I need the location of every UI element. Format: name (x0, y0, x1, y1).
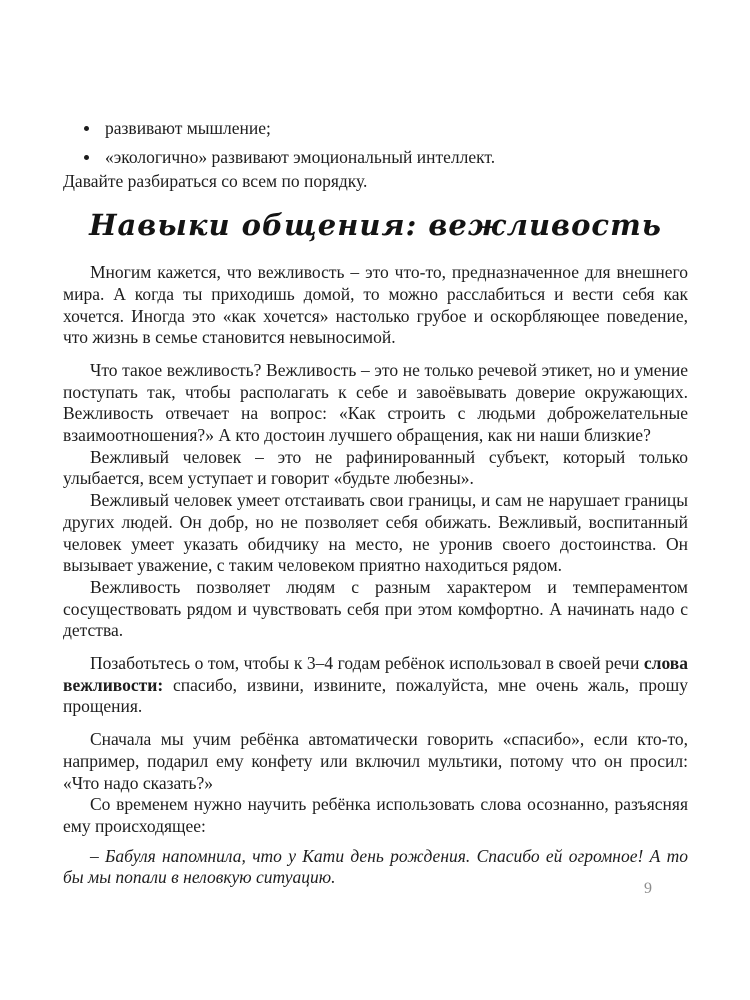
bullet-item (83, 147, 688, 169)
paragraph (63, 846, 688, 889)
paragraph (63, 447, 688, 490)
paragraph-text: Сначала мы учим ребёнка автоматически говорить «спасибо», если кто-то, например, подарил ему конфету или включил мультики, потому что он просил: «Что надо сказать?» (63, 729, 688, 793)
paragraph (63, 653, 688, 718)
paragraph (63, 262, 688, 349)
paragraph (63, 490, 688, 577)
paragraph-text: Вежливый человек – это не рафинированный субъект, который только улыбается, всем уступает и говорит «будьте любезны». (63, 446, 688, 489)
paragraph-text: Что такое вежливость? Вежливость – это не только речевой этикет, но и умение поступать так, чтобы располагать к себе и завоёвывать доверие окружающих. Вежливость отвечает на вопрос: «Как строить с людьми доброжелательные взаимоотношения?» А кто достоин лучшего обращения, как ни наши близкие? (63, 359, 688, 446)
chapter-heading: Навыки общения: вежливость (89, 208, 662, 243)
paragraph-bold-text: слова вежливости: (63, 653, 688, 695)
paragraph (63, 360, 688, 447)
bullet-list (63, 118, 688, 168)
bullet-icon (84, 126, 89, 131)
lead-line: Давайте разбираться со всем по порядку. (63, 171, 368, 192)
paragraph-text: – Бабуля напомнила, что у Кати день рождения. Спасибо ей огромное! А то бы мы попали в неловкую ситуацию. (63, 845, 688, 888)
paragraph-text: Позаботьтесь о том, чтобы к 3–4 годам ребёнок использовал в своей речи (90, 653, 644, 674)
body-text (63, 262, 688, 889)
paragraph-text: Многим кажется, что вежливость – это что-то, предназначенное для внешнего мира. А когда ты приходишь домой, то можно расслабиться и вести себя как хочется. Иногда это «как хочется» настолько грубое и оскорбляющее поведение, что жизнь в семье становится невыносимой. (63, 262, 688, 348)
paragraph-text: Вежливость позволяет людям с разным характером и темпераментом сосуществовать рядом и чувствовать себя при этом комфортно. А начинать надо с детства. (63, 576, 688, 641)
page-number: 9 (644, 880, 652, 897)
bullet-item (83, 118, 688, 140)
paragraph-text: Со временем нужно научить ребёнка использовать слова осознанно, разъясняя ему происходящее: (63, 794, 688, 836)
bullet-icon (84, 155, 89, 160)
paragraph (63, 577, 688, 642)
paragraph-text: Вежливый человек умеет отстаивать свои границы, и сам не нарушает границы других людей. Он добр, но не позволяет себя обижать. Вежливый, воспитанный человек умеет указать обидчику на место, не уронив своего достоинства. Он вызывает уважение, с таким человеком приятно находиться рядом. (63, 490, 688, 576)
paragraph (63, 794, 688, 837)
paragraph-text: спасибо, извини, извините, пожалуйста, мне очень жаль, прошу прощения. (63, 674, 688, 717)
bullet-item-text: «экологично» развивают эмоциональный интеллект. (105, 146, 496, 167)
paragraph (63, 729, 688, 794)
bullet-item-text: развивают мышление; (105, 118, 271, 138)
